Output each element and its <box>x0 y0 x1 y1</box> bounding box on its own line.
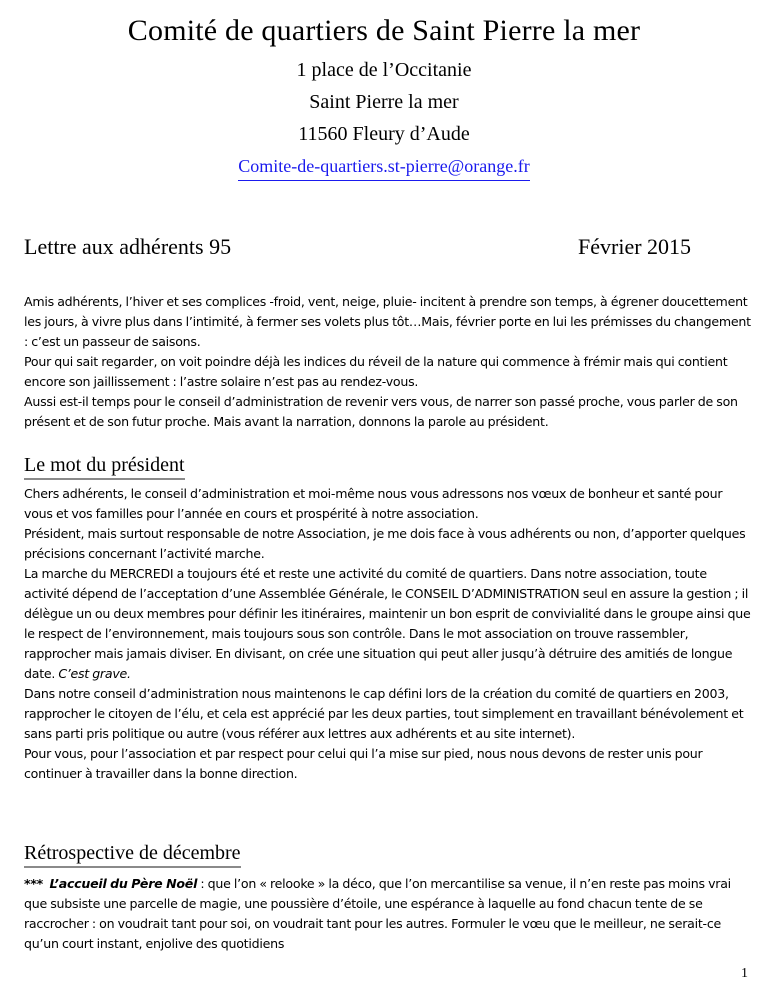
president-paragraph: Président, mais surtout responsable de notre Association, je me dois face à vous adhérents ou non, d’apporter quelques précisions concernant l’activité marche. <box>24 526 746 561</box>
organization-title: Comité de quartiers de Saint Pierre la mer <box>127 14 641 47</box>
intro-text <box>24 292 754 432</box>
intro-paragraph: Aussi est-il temps pour le conseil d’administration de revenir vers vous, de narrer son passé proche, vous parler de son présent et de son futur proche. Mais avant la narration, donnons la parole au président. <box>24 394 738 429</box>
page-number: 1 <box>741 966 748 981</box>
president-text <box>24 484 754 784</box>
retrospective-text <box>24 874 754 954</box>
president-paragraph-text: La marche du MERCREDI a toujours été et reste une activité du comité de quartiers. Dans notre association, toute activité dépend de l’acceptation d’une Assemblée Générale, le CONSEIL D’ADMINISTRATION seul en assure la gestion ; il délègue un ou deux membres pour définir les itinéraires, maintenir un bon esprit de convivialité dans le groupe ainsi que le respect de l’environnement, mais toujours sous son contrôle. Dans le mot association on trouve rassembler, rapprocher mais jamais diviser. En divisant, on crée une situation qui peut aller jusqu’à détruire des amitiés de longue date. <box>24 566 751 681</box>
intro-paragraph: Pour qui sait regarder, on voit poindre déjà les indices du réveil de la nature qui commence à frémir mais qui contient encore son jaillissement : l’astre solaire n’est pas au rendez-vous. <box>24 354 728 389</box>
letter-date: Février 2015 <box>578 234 692 259</box>
president-paragraph <box>24 564 754 684</box>
item-title: L’accueil du Père Noël <box>49 876 198 891</box>
emphasis-text: C’est grave. <box>58 666 131 681</box>
letter-number: Lettre aux adhérents 95 <box>24 234 232 259</box>
bullet-marker: *** <box>24 876 44 891</box>
item-text: que l’on « relooke » la déco, que l’on mercantilise sa venue, il n’en reste pas moins vrai que subsiste une parcelle de magie, une poussière d’étoile, une espérance à laquelle au fond chacun tente de se raccrocher : on voudrait tant pour soi, on voudrait tant pour les autres. Formuler le vœu que le meilleur, ne serait-ce qu’un court instant, enjolive des quotidiens <box>24 876 731 951</box>
president-heading: Le mot du président <box>24 452 185 480</box>
president-paragraph: Pour vous, pour l’association et par respect pour celui qui l’a mise sur pied, nous nous devons de rester unis pour continuer à travailler dans la bonne direction. <box>24 746 703 781</box>
president-paragraph: Dans notre conseil d’administration nous maintenons le cap défini lors de la création du comité de quartiers en 2003, rapprocher le citoyen de l’élu, et cela est apprécié par les deux parties, tout simplement en travaillant bénévolement et sans parti pris politique ou autre (vous référer aux lettres aux adhérents et au site internet). <box>24 686 744 741</box>
letterhead <box>0 8 768 181</box>
retrospective-item <box>24 874 754 954</box>
address-line-2: Saint Pierre la mer <box>309 91 459 113</box>
president-paragraph: Chers adhérents, le conseil d’administration et moi-même nous vous adressons nos vœux de bonheur et santé pour vous et vos familles pour l’année en cours et prospérité à notre association. <box>24 486 723 521</box>
retrospective-heading: Rétrospective de décembre <box>24 840 241 868</box>
intro-paragraph: Amis adhérents, l’hiver et ses complices -froid, vent, neige, pluie- incitent à prendre son temps, à égrener doucettement les jours, à vivre plus dans l’intimité, à fermer ses volets plus tôt…Mais, février porte en lui les prémisses du changement : c’est un passeur de saisons. <box>24 294 751 349</box>
email-link[interactable]: Comite-de-quartiers.st-pierre@orange.fr <box>238 152 529 181</box>
item-separator: : <box>197 876 208 891</box>
address-line-3: 11560 Fleury d’Aude <box>298 123 470 145</box>
address-line-1: 1 place de l’Occitanie <box>296 59 472 81</box>
